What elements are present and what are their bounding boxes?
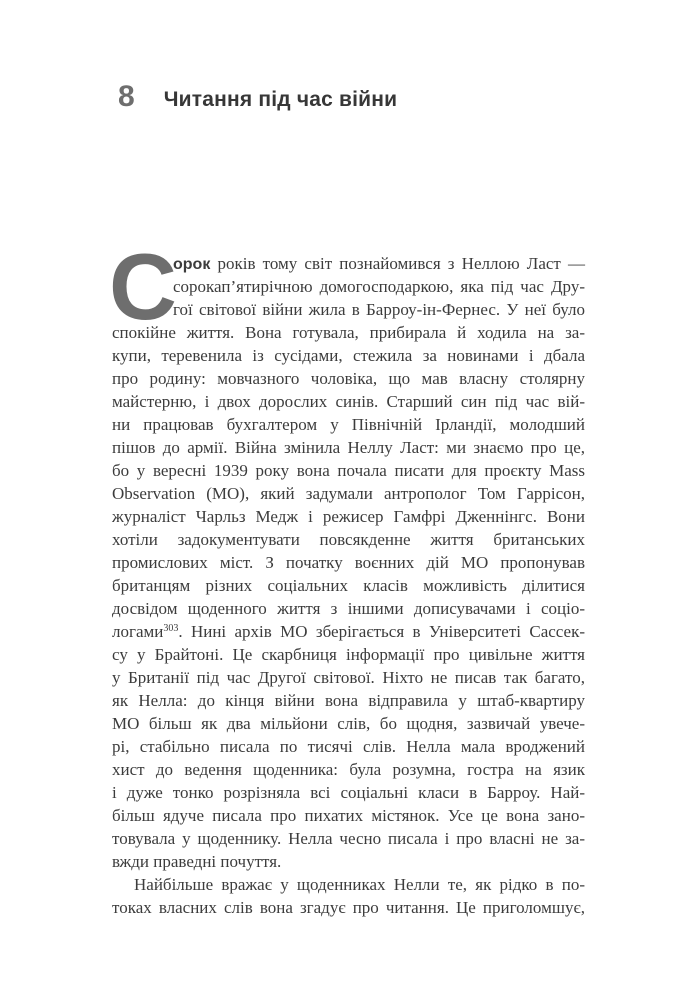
- text-line: купи, теревенила із сусідами, стежила за новинами і дбала: [112, 346, 585, 365]
- text-line: більш ядуче писала про пихатих містянок. Усе це вона зано-: [112, 806, 585, 825]
- text-line: ни працював бухгалтером у Північній Ірландії, молодший: [112, 415, 585, 434]
- footnote-marker: 303: [163, 623, 179, 634]
- text-line: пішов до армії. Війна змінила Неллу Ласт: ми знаємо про це,: [112, 438, 585, 457]
- text-line: Observation (МО), який задумали антрополог Том Гаррісон,: [112, 484, 585, 503]
- drop-cap: С: [109, 234, 177, 339]
- text-line-with-footnote: [112, 620, 585, 643]
- text-line: токах власних слів вона згадує про читання. Це приголомшує,: [112, 898, 585, 917]
- text-line: товувала у щоденнику. Нелла чесно писала і про власні не за-: [112, 829, 585, 848]
- text-line-rest: років тому світ познайомився з Неллою Ласт —: [210, 254, 585, 273]
- text-segment: логами: [112, 622, 164, 641]
- text-line: спокійне життя. Вона готувала, прибирала й ходила на за-: [112, 323, 585, 342]
- running-head: [118, 82, 397, 112]
- text-line: вжди праведні почуття.: [112, 852, 282, 871]
- text-line: британцям різних соціальних класів можливість ділитися: [112, 576, 585, 595]
- text-line: у Британії під час Другої світової. Ніхто не писав так багато,: [112, 668, 585, 687]
- lead-word: орок: [173, 256, 211, 273]
- text-segment: . Нині архів МО зберігається в Університеті Сассек-: [178, 622, 585, 641]
- text-line: хист до ведення щоденника: була розумна, гостра на язик: [112, 760, 585, 779]
- text-line: журналіст Чарльз Медж і режисер Гамфрі Дженнінгс. Вони: [112, 507, 585, 526]
- text-line: МО більш як два мільйони слів, бо щодня, зазвичай увече-: [112, 714, 585, 733]
- text-line: хотіли задокументувати повсякденне життя британських: [112, 530, 585, 549]
- text-line: досвідом щоденного життя з іншими дописувачами і соціо-: [112, 599, 585, 618]
- text-line: бо у вересні 1939 року вона почала писати для проєкту Mass: [112, 461, 585, 480]
- text-line: промислових міст. З початку воєнних дій МО пропонував: [112, 553, 585, 572]
- text-line: майстерню, і двох дорослих синів. Старший син під час вій-: [112, 392, 585, 411]
- text-line: рі, стабільно писала по тисячі слів. Нелла мала вроджений: [112, 737, 585, 756]
- text-line: і дуже тонко розрізняла всі соціальні класи в Барроу. Най-: [112, 783, 585, 802]
- chapter-title: Читання під час війни: [163, 88, 398, 111]
- text-line: су у Брайтоні. Це скарбниця інформації про цивільне життя: [112, 645, 585, 664]
- text-line: про родину: мовчазного чоловіка, що мав власну столярну: [112, 369, 585, 388]
- text-line: [173, 252, 585, 275]
- text-line: як Нелла: до кінця війни вона відправила у штаб-квартиру: [112, 691, 585, 710]
- page-number: 8: [118, 80, 135, 113]
- text-line: сорокап’ятирічною домогосподаркою, яка під час Дру-: [173, 277, 585, 296]
- text-line: Найбільше вражає у щоденниках Нелли те, як рідко в по-: [134, 875, 585, 894]
- text-line: гої світової війни жила в Барроу-ін-Фернес. У неї було: [173, 300, 585, 319]
- body-text: [109, 234, 585, 919]
